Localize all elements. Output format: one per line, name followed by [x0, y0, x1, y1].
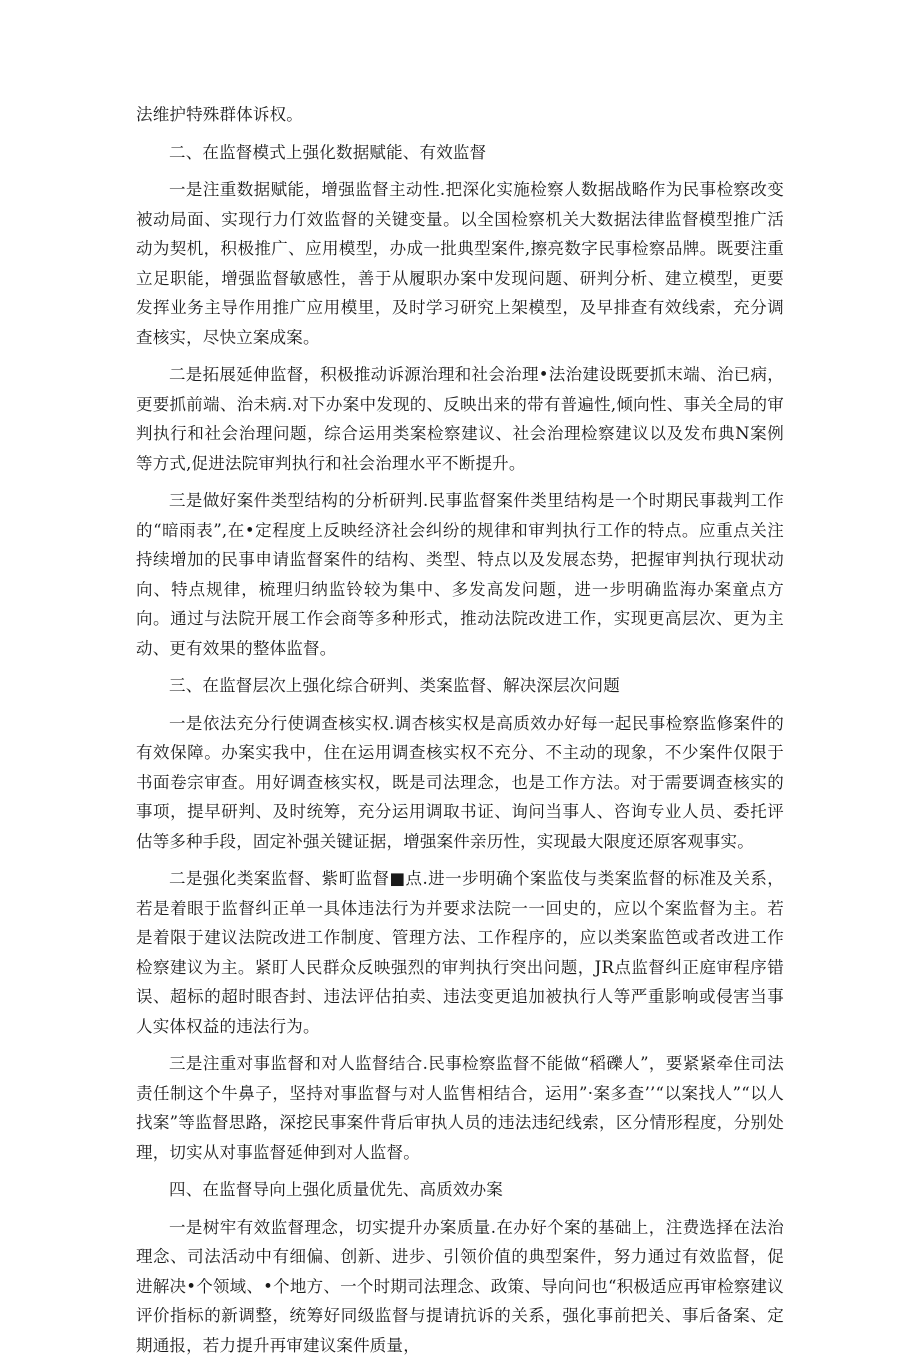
body-paragraph: 一是注重数据赋能，增强监督主动性.把深化实施检察人数据战略作为民事检察改变被动局面、实现行力仃效监督的关键变量。以全国检察机关大数据法律监督模型推广活动为契机，积极推广、应用模型，办成一批典型案件,擦亮数字民事检察品牌。既要注重立足职能，增强监督敏感性，善于从履职办案中发现问题、研判分析、建立模型，更要发挥业务主导作用推广应用模里，及时学习研究上架模型，及早排查有效线索，充分调查核实，尽快立案成案。 — [136, 180, 784, 347]
body-paragraph: 二是拓展延伸监督，积极推动诉源治理和社会治理•法治建设既要抓末端、治已病，更要抓前端、治未病.对下办案中发现的、反映出来的带有普遍性,倾向性、事关全局的审判执行和社会治理问题，综合运用类案检察建议、社会治理检察建议以及发布典N案例等方式,促进法院审判执行和社会治理水平不断提升。 — [136, 365, 784, 473]
body-paragraph: 一是树牢有效监督理念，切实提升办案质量.在办好个案的基础上，注费选择在法治理念、司法活动中有细偏、创新、进步、引领价值的典型案件，努力通过有效监督，促进解决•个领域、•个地方、一个时期司法理念、政策、导向问也“积极适应再审检察建议评价指标的新调整，统筹好同级监督与提请抗诉的关系，强化事前把关、事后备案、定期通报，若力提升再审建议案件质量， — [136, 1217, 784, 1355]
body-paragraph: 二是强化类案监督、紫町监督■点.进一步明确个案监伎与类案监督的标准及关系，若是着眼于监督纠正单一具体违法行为并要求法院一一回史的，应以个案监督为主。若是着限于建议法院改进工作制度、管理方法、工作程序的，应以类案监笆或者改进工作检察建议为主。紧盯人民群众反映强烈的审判执行突出问题，JR点监督纠正庭审程序错误、超标的超时眼杳封、违法评估拍卖、违法变更追加被执行人等严重影响或侵害当事人实体权益的违法行为。 — [136, 869, 784, 1036]
section-heading: 二、在监督模式上强化数据赋能、有效监督 — [169, 142, 487, 162]
section-heading: 三、在监督层次上强化综合研判、类案监督、解决深层次问题 — [169, 676, 620, 695]
body-paragraph: 一是依法充分行使调查核实权.调杏核实权是高质效办好每一起民事检察监修案件的有效保障。办案实我中，住在运用调查核实权不充分、不主动的现象，不少案件仅限于书面卷宗审查。用好调查核实权，既是司法理念，也是工作方法。对于需要调查核实的事项，提早研判、及时统筹，充分运用调取书证、询问当事人、咨询专业人员、委托评估等多种手段，固定补强关键证据，增强案件亲历性，实现最大限度还原客观事实。 — [136, 713, 784, 851]
body-paragraph: 三是做好案件类型结构的分析研判.民事监督案件类里结构是一个时期民事裁判工作的“暗雨表”,在•定程度上反映经济社会纠纷的规律和审判执行工作的特点。应重点关注持续增加的民事申请监督案件的结构、类型、特点以及发展态势，把握审判执行现状动向、特点规律，梳理归纳监铃较为集中、多发高发问题，进一步明确监海办案童点方向。通过与法院开展工作会商等多种形式，推动法院改进工作，实现更高层次、更为主动、更有效果的整体监督。 — [136, 491, 784, 658]
document-body — [136, 100, 784, 1368]
body-paragraph: 三是注重对事监督和对人监督结合.民事检察监督不能做“稻礫人”，要紧紧牵住司法责任制这个牛鼻子，坚持对事监督与对人监售相结合，运用”·案多查’’“以案找人”“以人找案”等监督思路，深挖民事案件背后审执人员的违法违纪线索，区分情形程度，分别处理，切实从对事监督延伸到对人监督。 — [136, 1054, 784, 1162]
section-heading: 四、在监督导向上强化质量优先、高质效办案 — [169, 1180, 503, 1199]
continuation-paragraph: 法维护特殊群体诉权。 — [136, 105, 303, 124]
